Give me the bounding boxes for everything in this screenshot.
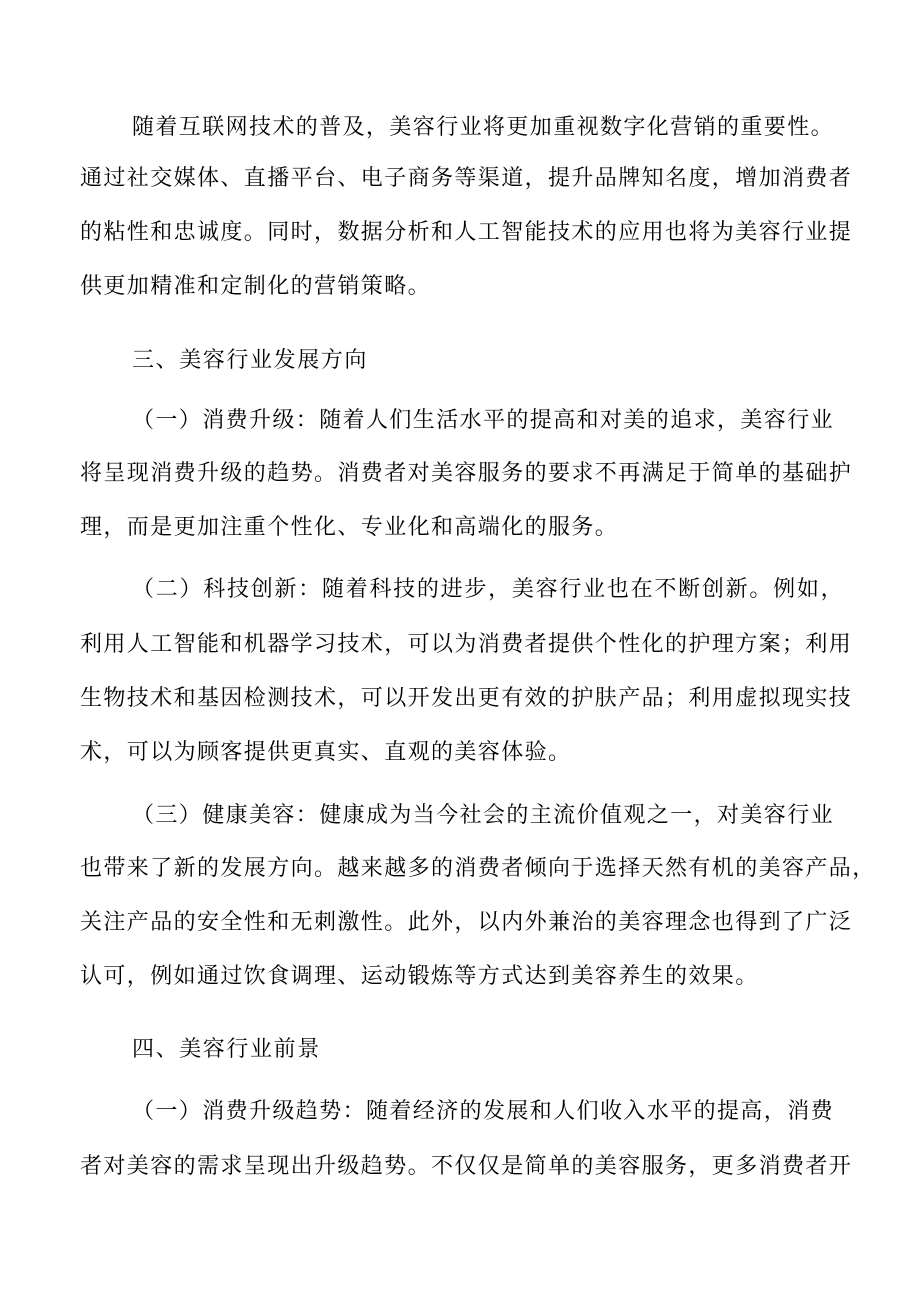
section-heading-4: 四、美容行业前景	[132, 1037, 321, 1062]
paragraph-5-line-2: 者对美容的需求呈现出升级趋势。不仅仅是简单的美容服务，更多消费者开	[80, 1154, 853, 1179]
paragraph-1-line-4: 供更加精准和定制化的营销策略。	[80, 274, 432, 299]
paragraph-4-line-3: 关注产品的安全性和无刺激性。此外，以内外兼治的美容理念也得到了广泛	[80, 910, 853, 935]
paragraph-2-line-3: 理，而是更加注重个性化、专业化和高端化的服务。	[80, 515, 619, 540]
paragraph-2-line-1: （一）消费升级：随着人们生活水平的提高和对美的追求，美容行业	[132, 408, 835, 433]
paragraph-3-line-1: （二）科技创新：随着科技的进步，美容行业也在不断创新。例如，	[132, 577, 844, 602]
paragraph-5-line-1: （一）消费升级趋势：随着经济的发展和人们收入水平的提高，消费	[132, 1099, 835, 1124]
paragraph-3-line-2: 利用人工智能和机器学习技术，可以为消费者提供个性化的护理方案；利用	[80, 632, 853, 657]
paragraph-1-line-1: 随着互联网技术的普及，美容行业将更加重视数字化营销的重要性。	[132, 115, 835, 140]
paragraph-1-line-3: 的粘性和忠诚度。同时，数据分析和人工智能技术的应用也将为美容行业提	[80, 220, 853, 245]
paragraph-1-line-2: 通过社交媒体、直播平台、电子商务等渠道，提升品牌知名度，增加消费者	[80, 166, 853, 191]
paragraph-4-line-2: 也带来了新的发展方向。越来越多的消费者倾向于选择天然有机的美容产品，	[80, 856, 876, 881]
paragraph-2-line-2: 将呈现消费升级的趋势。消费者对美容服务的要求不再满足于简单的基础护	[80, 461, 853, 486]
paragraph-4-line-4: 认可，例如通过饮食调理、运动锻炼等方式达到美容养生的效果。	[80, 964, 759, 989]
section-heading-3: 三、美容行业发展方向	[132, 348, 369, 373]
paragraph-3-line-4: 术，可以为顾客提供更真实、直观的美容体验。	[80, 740, 572, 765]
paragraph-4-line-1: （三）健康美容：健康成为当今社会的主流价值观之一，对美容行业	[132, 803, 835, 828]
paragraph-3-line-3: 生物技术和基因检测技术，可以开发出更有效的护肤产品；利用虚拟现实技	[80, 686, 853, 711]
